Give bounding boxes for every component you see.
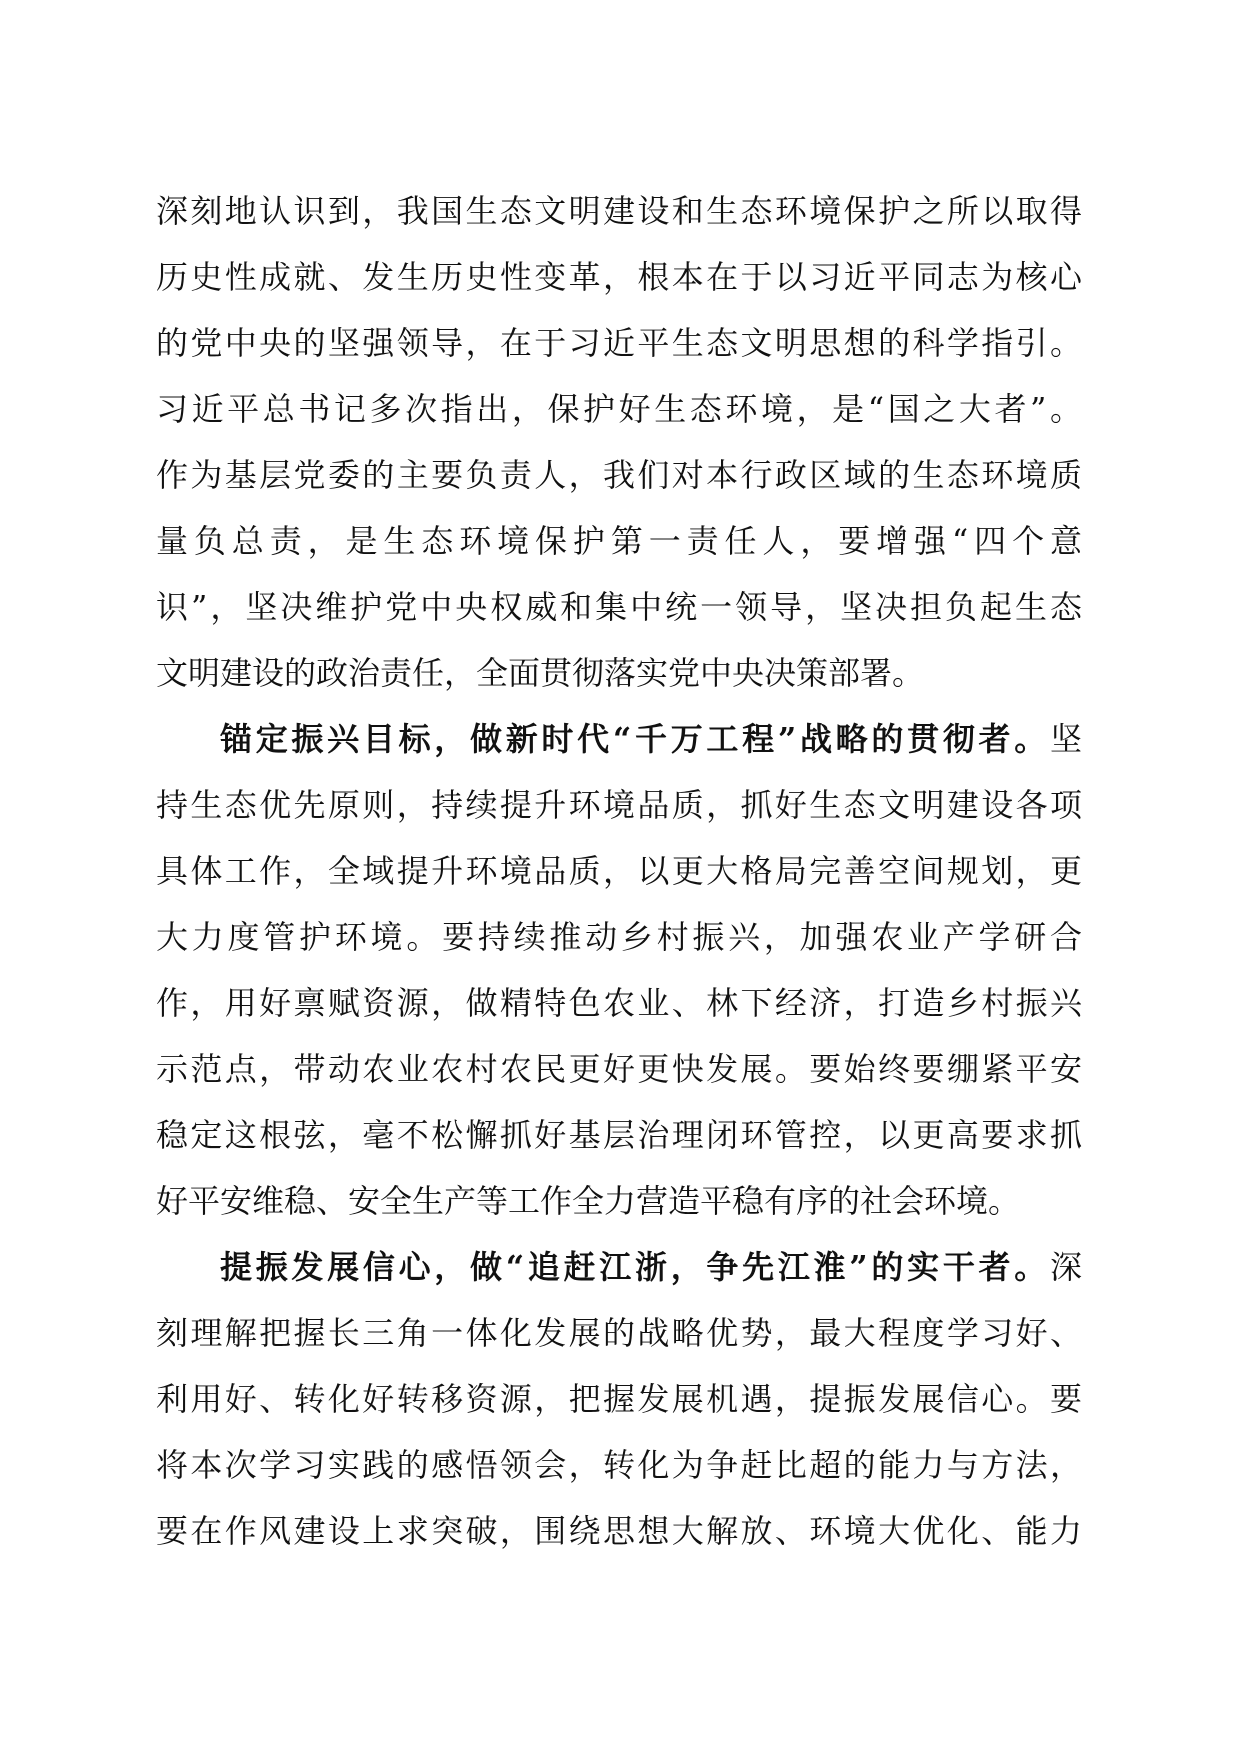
- text-line: 好平安维稳、安全生产等工作全力营造平稳有序的社会环境。: [156, 1182, 1021, 1220]
- paragraph-first-line: [156, 1234, 1082, 1300]
- text-line: 要在作风建设上求突破，围绕思想大解放、环境大优化、能力: [156, 1512, 1082, 1550]
- paragraph-heading: 提振发展信心，做“追赶江浙，争先江淮”的实干者。: [220, 1248, 1050, 1286]
- text-line: 刻理解把握长三角一体化发展的战略优势，最大程度学习好、: [156, 1314, 1082, 1352]
- text-line: 持生态优先原则，持续提升环境品质，抓好生态文明建设各项: [156, 786, 1082, 824]
- paragraph-first-line: [156, 706, 1082, 772]
- text-line: 大力度管护环境。要持续推动乡村振兴，加强农业产学研合: [156, 918, 1082, 956]
- text-line: 稳定这根弦，毫不松懈抓好基层治理闭环管控，以更高要求抓: [156, 1116, 1082, 1154]
- text-line: 识”，坚决维护党中央权威和集中统一领导，坚决担负起生态: [156, 588, 1082, 626]
- text-line: 利用好、转化好转移资源，把握发展机遇，提振发展信心。要: [156, 1380, 1082, 1418]
- text-line: 将本次学习实践的感悟领会，转化为争赶比超的能力与方法，: [156, 1446, 1082, 1484]
- text-line: 的党中央的坚强领导，在于习近平生态文明思想的科学指引。: [156, 324, 1082, 362]
- heading-continuation: 坚: [1049, 720, 1082, 758]
- text-line: 作为基层党委的主要负责人，我们对本行政区域的生态环境质: [156, 456, 1082, 494]
- text-line: 历史性成就、发生历史性变革，根本在于以习近平同志为核心: [156, 258, 1082, 296]
- heading-continuation: 深: [1049, 1248, 1082, 1286]
- text-line: 深刻地认识到，我国生态文明建设和生态环境保护之所以取得: [156, 192, 1082, 230]
- text-line: 文明建设的政治责任，全面贯彻落实党中央决策部署。: [156, 654, 925, 692]
- paragraph-2: [156, 706, 1082, 1234]
- paragraph-3: [156, 1234, 1082, 1564]
- text-line: 示范点，带动农业农村农民更好更快发展。要始终要绷紧平安: [156, 1050, 1082, 1088]
- text-line: 习近平总书记多次指出，保护好生态环境，是“国之大者”。: [156, 390, 1082, 428]
- paragraph-1: [156, 178, 1082, 706]
- text-line: 作，用好禀赋资源，做精特色农业、林下经济，打造乡村振兴: [156, 984, 1082, 1022]
- document-body: [156, 178, 1082, 1564]
- text-line: 量负总责，是生态环境保护第一责任人，要增强“四个意: [156, 522, 1082, 560]
- text-line: 具体工作，全域提升环境品质，以更大格局完善空间规划，更: [156, 852, 1082, 890]
- paragraph-heading: 锚定振兴目标，做新时代“千万工程”战略的贯彻者。: [220, 720, 1050, 758]
